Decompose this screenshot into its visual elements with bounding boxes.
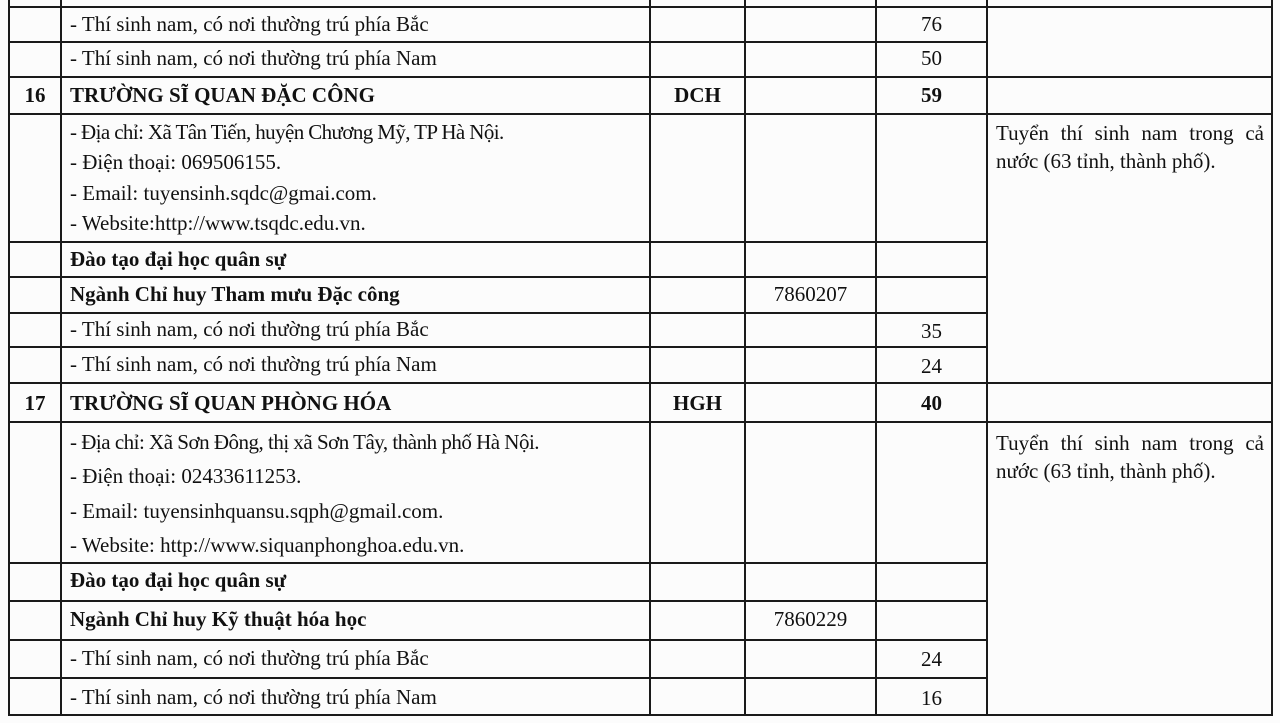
row-divider	[8, 113, 1273, 115]
school-name: TRƯỜNG SĨ QUAN ĐẶC CÔNG	[70, 83, 375, 107]
school-note: Tuyển thí sinh nam trong cả nước (63 tỉnh, thành phố).	[996, 121, 1264, 173]
school-address: - Địa chỉ: Xã Tân Tiến, huyện Chương Mỹ, TP Hà Nội.	[70, 120, 504, 144]
column-divider	[1271, 0, 1273, 716]
quota-value: 76	[921, 12, 942, 36]
row-divider	[8, 714, 1273, 716]
school-note: Tuyển thí sinh nam trong cả nước (63 tỉnh, thành phố).	[996, 431, 1264, 483]
quota-label: - Thí sinh nam, có nơi thường trú phía Nam	[70, 685, 437, 709]
row-divider	[8, 639, 988, 641]
quota-value: 50	[921, 46, 942, 70]
row-divider	[8, 677, 988, 679]
quota-label: - Thí sinh nam, có nơi thường trú phía Bắc	[70, 317, 429, 341]
school-email: - Email: tuyensinh.sqdc@gmai.com.	[70, 181, 377, 205]
training-label: Đào tạo đại học quân sự	[70, 247, 287, 271]
school-phone: - Điện thoại: 02433611253.	[70, 464, 302, 488]
school-phone: - Điện thoại: 069506155.	[70, 150, 282, 174]
school-address: - Địa chỉ: Xã Sơn Đông, thị xã Sơn Tây, thành phố Hà Nội.	[70, 430, 540, 454]
major-name: Ngành Chỉ huy Kỹ thuật hóa học	[70, 607, 367, 631]
column-divider	[986, 0, 988, 716]
quota-value: 35	[921, 319, 942, 343]
quota-label: - Thí sinh nam, có nơi thường trú phía Bắc	[70, 646, 429, 670]
row-divider	[8, 346, 988, 348]
school-code: HGH	[672, 391, 722, 415]
school-total: 59	[921, 83, 942, 107]
training-label: Đào tạo đại học quân sự	[70, 568, 287, 592]
column-divider	[60, 0, 62, 716]
school-index: 16	[24, 83, 46, 107]
quota-value: 24	[921, 354, 942, 378]
school-name: TRƯỜNG SĨ QUAN PHÒNG HÓA	[70, 391, 392, 415]
row-divider	[8, 562, 988, 564]
school-website: - Website: http://www.siquanphonghoa.edu.vn.	[70, 533, 465, 557]
quota-label: - Thí sinh nam, có nơi thường trú phía Nam	[70, 46, 437, 70]
row-divider	[8, 421, 1273, 423]
quota-label: - Thí sinh nam, có nơi thường trú phía Bắc	[70, 12, 429, 36]
school-code: DCH	[674, 83, 721, 107]
quota-value: 16	[921, 686, 942, 710]
row-divider	[8, 276, 988, 278]
major-code: 7860207	[773, 282, 848, 306]
school-email: - Email: tuyensinhquansu.sqph@gmail.com.	[70, 499, 444, 523]
quota-value: 24	[921, 647, 942, 671]
school-website: - Website:http://www.tsqdc.edu.vn.	[70, 211, 366, 235]
row-divider	[8, 600, 988, 602]
row-divider	[8, 76, 1273, 78]
school-total: 40	[921, 391, 942, 415]
major-name: Ngành Chỉ huy Tham mưu Đặc công	[70, 282, 400, 306]
row-divider	[8, 6, 1273, 8]
school-index: 17	[24, 391, 46, 415]
major-code: 7860229	[773, 607, 848, 631]
quota-label: - Thí sinh nam, có nơi thường trú phía Nam	[70, 352, 437, 376]
row-divider	[8, 241, 988, 243]
row-divider	[8, 382, 1273, 384]
